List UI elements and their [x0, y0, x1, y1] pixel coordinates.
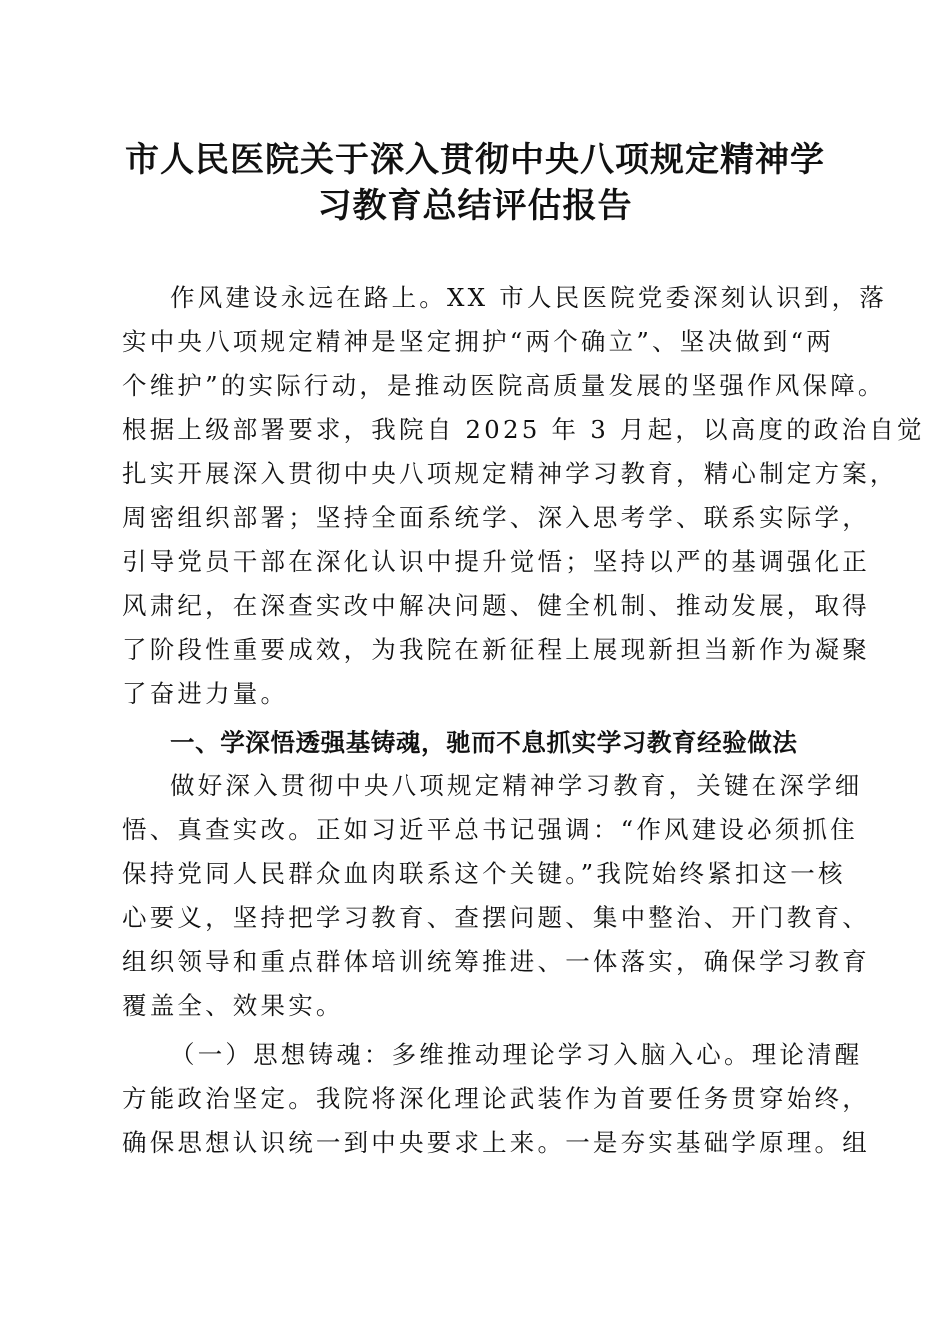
document-title-line-2: 习教育总结评估报告	[317, 186, 633, 226]
paragraph-2-line-4: 心要义，坚持把学习教育、查摆问题、集中整治、开门教育、	[122, 903, 870, 932]
paragraph-2-line-5: 组织领导和重点群体培训统筹推进、一体落实，确保学习教育	[122, 947, 870, 976]
paragraph-1-line-1: 作风建设永远在路上。XX 市人民医院党委深刻认识到，落	[170, 283, 888, 312]
paragraph-2-line-2: 悟、真查实改。正如习近平总书记强调：“作风建设必须抓住	[122, 815, 858, 844]
paragraph-1-line-10: 了奋进力量。	[122, 679, 289, 708]
paragraph-3-line-3: 确保思想认识统一到中央要求上来。一是夯实基础学原理。组	[122, 1128, 870, 1157]
paragraph-1-line-9: 了阶段性重要成效，为我院在新征程上展现新担当新作为凝聚	[122, 635, 870, 664]
paragraph-1-line-8: 风肃纪，在深查实改中解决问题、健全机制、推动发展，取得	[122, 591, 870, 620]
paragraph-1-line-2: 实中央八项规定精神是坚定拥护“两个确立”、坚决做到“两	[122, 327, 834, 356]
paragraph-1-line-6: 周密组织部署；坚持全面系统学、深入思考学、联系实际学，	[122, 503, 870, 532]
paragraph-1-line-3: 个维护”的实际行动，是推动医院高质量发展的坚强作风保障。	[122, 371, 886, 400]
paragraph-3-line-2: 方能政治坚定。我院将深化理论武装作为首要任务贯穿始终，	[122, 1084, 870, 1113]
paragraph-1-line-4: 根据上级部署要求，我院自 2025 年 3 月起，以高度的政治自觉	[122, 415, 925, 444]
paragraph-2-line-1: 做好深入贯彻中央八项规定精神学习教育，关键在深学细	[170, 771, 863, 800]
paragraph-1-line-5: 扎实开展深入贯彻中央八项规定精神学习教育，精心制定方案，	[122, 459, 898, 488]
paragraph-3-line-1: （一）思想铸魂：多维推动理论学习入脑入心。理论清醒	[170, 1040, 863, 1069]
document-title-line-1: 市人民医院关于深入贯彻中央八项规定精神学	[125, 140, 825, 180]
paragraph-2-line-6: 覆盖全、效果实。	[122, 991, 344, 1020]
paragraph-1-line-7: 引导党员干部在深化认识中提升觉悟；坚持以严的基调强化正	[122, 547, 870, 576]
paragraph-2-line-3: 保持党同人民群众血肉联系这个关键。”我院始终紧扣这一核	[122, 859, 846, 888]
section-heading-1: 一、学深悟透强基铸魂，驰而不息抓实学习教育经验做法	[170, 728, 798, 757]
